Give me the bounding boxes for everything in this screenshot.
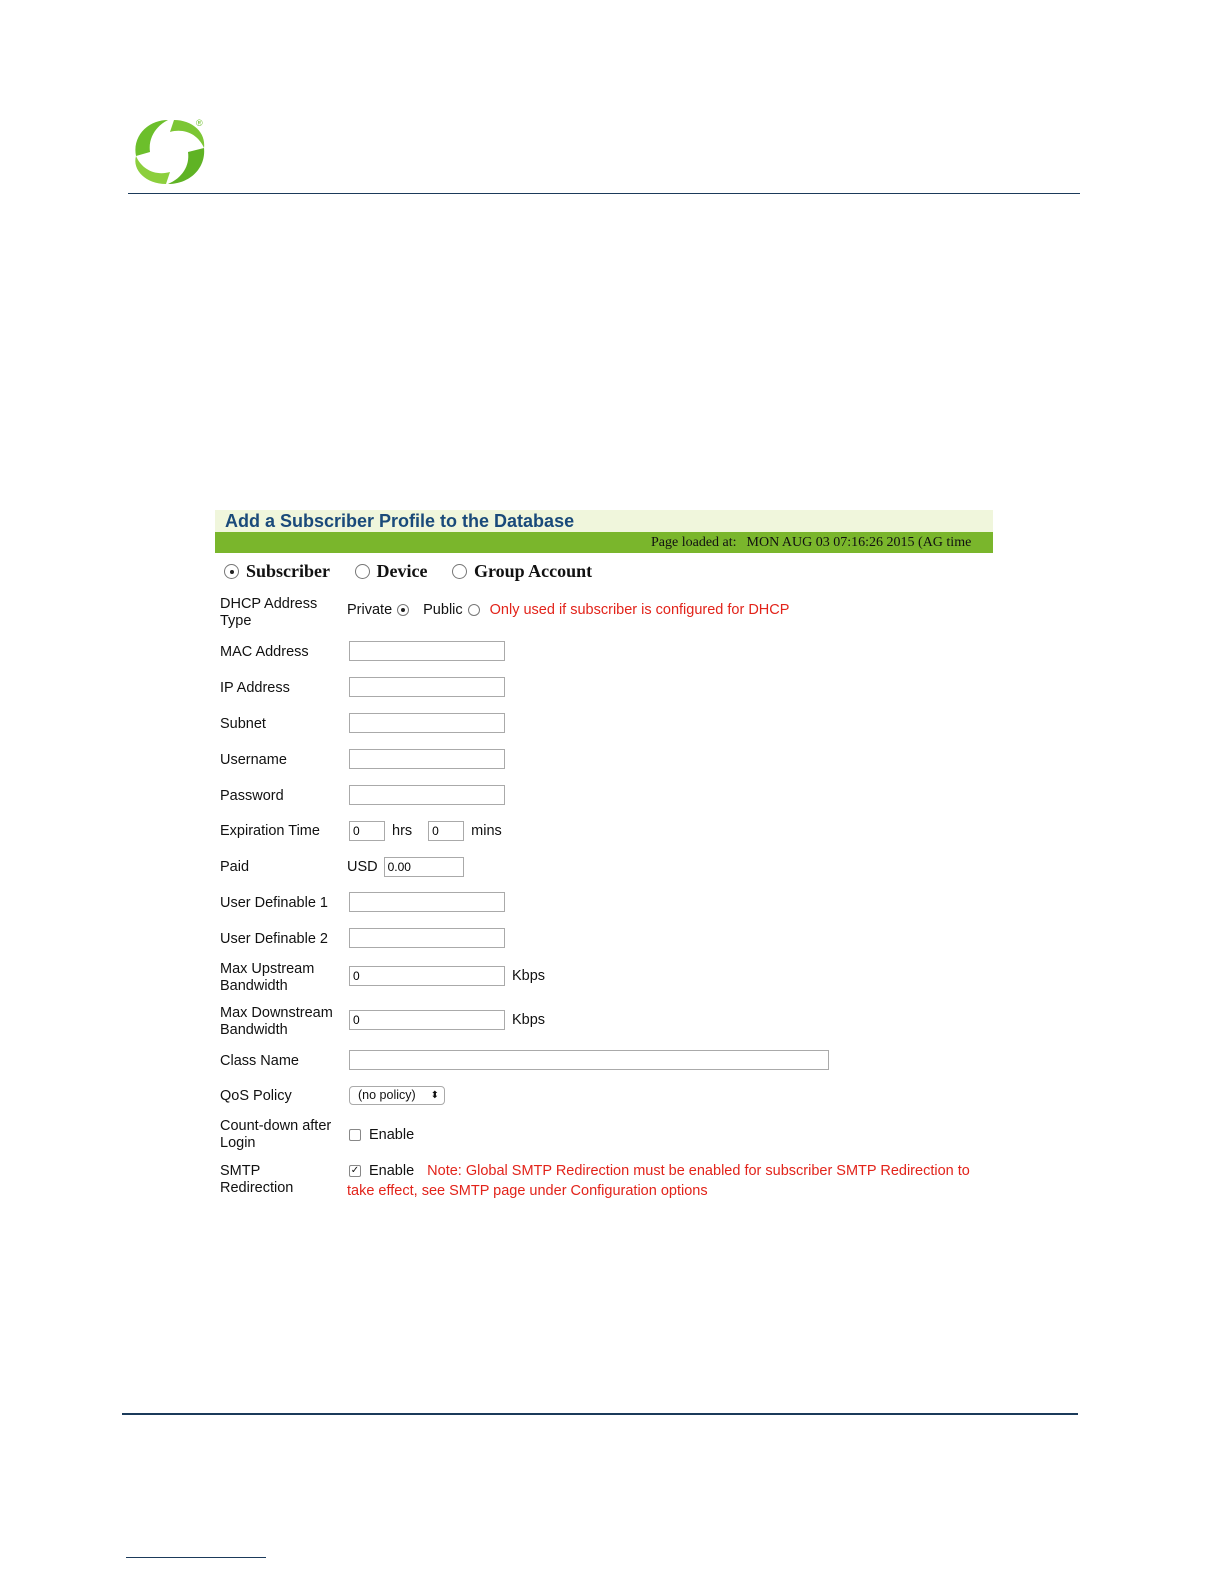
smtp-checkbox[interactable]: ✓ xyxy=(350,1165,360,1176)
max-down-label: Max Downstream Bandwidth xyxy=(220,1005,333,1038)
type-subscriber-radio[interactable] xyxy=(224,564,239,579)
user-def2-label: User Definable 2 xyxy=(220,931,328,947)
form-title: Add a Subscriber Profile to the Database xyxy=(215,510,993,532)
dhcp-private-label: Private xyxy=(347,602,393,618)
status-label: Page loaded at: xyxy=(651,535,737,550)
subnet-input[interactable] xyxy=(349,713,505,733)
expiration-mins-label: mins xyxy=(471,823,502,839)
profile-type-group xyxy=(224,561,612,583)
type-device-option[interactable] xyxy=(355,561,428,582)
paid-currency: USD xyxy=(347,859,378,875)
ip-label: IP Address xyxy=(220,680,290,696)
dhcp-public-radio[interactable] xyxy=(468,604,480,616)
username-label: Username xyxy=(220,752,287,768)
footer-divider xyxy=(122,1413,1078,1415)
type-device-radio[interactable] xyxy=(355,564,370,579)
mac-input[interactable] xyxy=(349,641,505,661)
subscriber-form-panel xyxy=(215,510,993,1210)
status-value: MON AUG 03 07:16:26 2015 (AG time xyxy=(746,535,972,550)
dhcp-public-label: Public xyxy=(423,602,463,618)
type-subscriber-option[interactable] xyxy=(224,561,330,582)
status-bar xyxy=(215,532,993,553)
registered-mark: ® xyxy=(196,118,203,128)
user-def1-label: User Definable 1 xyxy=(220,895,328,911)
smtp-note-line2: take effect, see SMTP page under Configuration options xyxy=(347,1183,708,1199)
user-def2-input[interactable] xyxy=(349,928,505,948)
header-divider xyxy=(128,193,1080,194)
smtp-enable-label: Enable xyxy=(369,1163,415,1179)
max-down-unit: Kbps xyxy=(512,1012,546,1028)
countdown-checkbox[interactable] xyxy=(349,1129,361,1141)
max-up-input[interactable] xyxy=(349,966,505,986)
user-def1-input[interactable] xyxy=(349,892,505,912)
max-up-unit: Kbps xyxy=(512,968,546,984)
expiration-label: Expiration Time xyxy=(220,823,320,839)
expiration-hrs-input[interactable] xyxy=(349,821,385,841)
type-subscriber-label: Subscriber xyxy=(246,561,331,581)
subnet-label: Subnet xyxy=(220,716,266,732)
qos-selected-value: (no policy) xyxy=(358,1088,416,1102)
qos-select[interactable] xyxy=(349,1086,445,1105)
smtp-label: SMTP Redirection xyxy=(220,1163,294,1196)
expiration-mins-input[interactable] xyxy=(428,821,464,841)
select-arrows-icon: ⬍ xyxy=(430,1090,439,1101)
dhcp-private-radio[interactable] xyxy=(397,604,409,616)
footnote-divider xyxy=(126,1557,266,1558)
max-up-label: Max Upstream Bandwidth xyxy=(220,961,315,994)
countdown-enable-label: Enable xyxy=(369,1127,415,1143)
expiration-hrs-label: hrs xyxy=(392,823,413,839)
type-group-account-radio[interactable] xyxy=(452,564,467,579)
paid-input[interactable] xyxy=(384,857,464,877)
type-device-label: Device xyxy=(376,561,428,581)
password-label: Password xyxy=(220,788,284,804)
class-name-label: Class Name xyxy=(220,1053,299,1069)
countdown-label: Count-down after Login xyxy=(220,1118,332,1151)
username-input[interactable] xyxy=(349,749,505,769)
ip-input[interactable] xyxy=(349,677,505,697)
paid-label: Paid xyxy=(220,859,250,875)
password-input[interactable] xyxy=(349,785,505,805)
smtp-note-line1: Note: Global SMTP Redirection must be enabled for subscriber SMTP Redirection to xyxy=(427,1163,970,1179)
dhcp-note: Only used if subscriber is configured for DHCP xyxy=(489,602,790,618)
type-group-account-label: Group Account xyxy=(473,561,593,581)
qos-label: QoS Policy xyxy=(220,1088,292,1104)
dhcp-label: DHCP Address Type xyxy=(220,596,318,629)
max-down-input[interactable] xyxy=(349,1010,505,1030)
type-group-account-option[interactable] xyxy=(452,561,592,582)
mac-label: MAC Address xyxy=(220,644,309,660)
swirl-logo-icon xyxy=(126,112,216,188)
class-name-input[interactable] xyxy=(349,1050,829,1070)
